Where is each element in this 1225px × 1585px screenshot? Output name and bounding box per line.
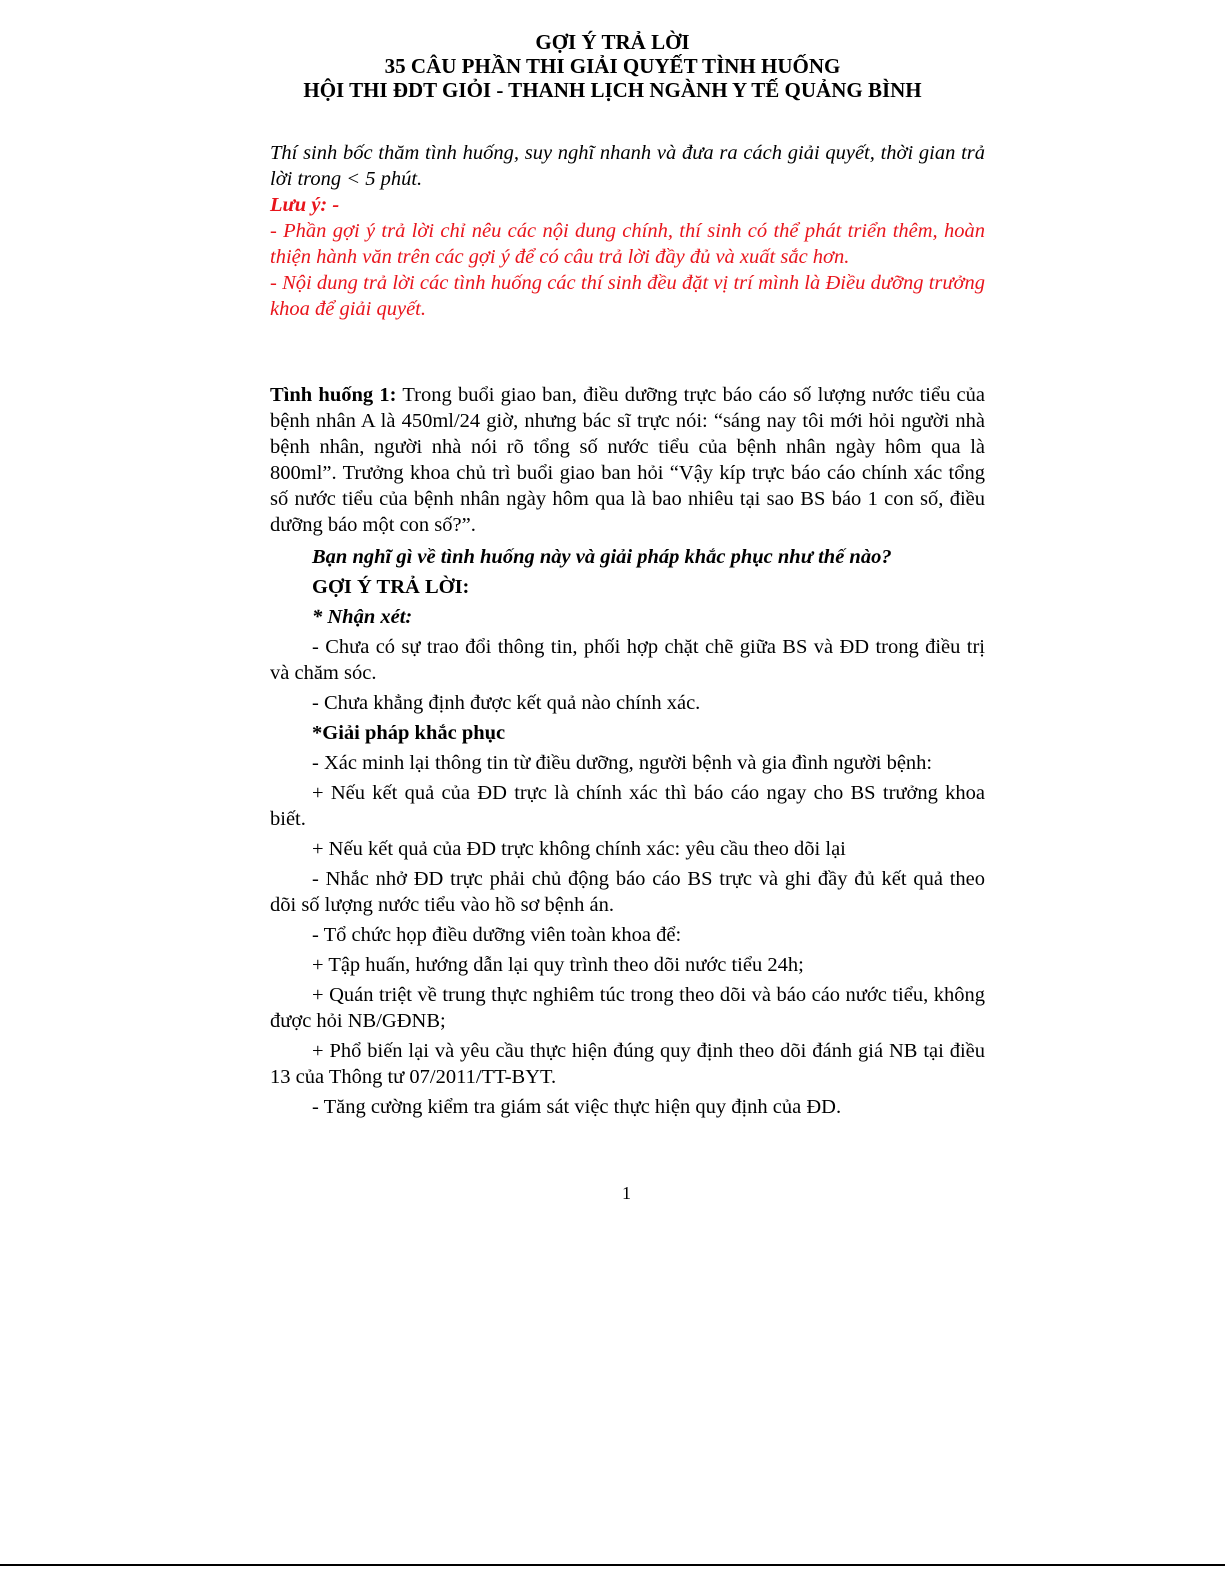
comment-item: - Chưa có sự trao đổi thông tin, phối hợp chặt chẽ giữa BS và ĐD trong điều trị và chăm sóc. [270, 636, 985, 684]
header-event: HỘI THI ĐDT GIỎI - THANH LỊCH NGÀNH Y TẾ QUẢNG BÌNH [303, 78, 922, 102]
situation-paragraph [270, 382, 985, 538]
note-label: Lưu ý: - [270, 194, 340, 216]
page-number: 1 [622, 1183, 631, 1203]
solution-item: - Nhắc nhở ĐD trực phải chủ động báo cáo BS trực và ghi đầy đủ kết quả theo dõi số lượng nước tiểu vào hồ sơ bệnh án. [270, 868, 985, 916]
comment-item: - Chưa khẳng định được kết quả nào chính xác. [312, 692, 701, 714]
solution-item: + Nếu kết quả của ĐD trực không chính xác: yêu cầu theo dõi lại [312, 838, 846, 860]
comment-heading: * Nhận xét: [312, 606, 413, 628]
solution-item: - Xác minh lại thông tin từ điều dưỡng, người bệnh và gia đình người bệnh: [312, 752, 933, 774]
note-item-2: - Nội dung trả lời các tình huống các thí sinh đều đặt vị trí mình là Điều dưỡng trưởng khoa để giải quyết. [270, 272, 985, 320]
solution-item: + Tập huấn, hướng dẫn lại quy trình theo dõi nước tiểu 24h; [312, 954, 804, 976]
document-header [0, 30, 1225, 102]
solution-item: + Phổ biến lại và yêu cầu thực hiện đúng quy định theo dõi đánh giá NB tại điều 13 của Thông tư 07/2011/TT-BYT. [270, 1040, 985, 1088]
situation-section [270, 382, 985, 1120]
solution-item: + Nếu kết quả của ĐD trực là chính xác thì báo cáo ngay cho BS trưởng khoa biết. [270, 782, 985, 830]
solution-item: - Tổ chức họp điều dưỡng viên toàn khoa để: [312, 924, 682, 946]
solution-item: - Tăng cường kiểm tra giám sát việc thực hiện quy định của ĐD. [312, 1096, 842, 1118]
situation-label: Tình huống 1: [270, 384, 397, 406]
bottom-divider [0, 1564, 1225, 1566]
answer-heading: GỢI Ý TRẢ LỜI: [312, 576, 470, 598]
header-subtitle: 35 CÂU PHẦN THI GIẢI QUYẾT TÌNH HUỐNG [384, 54, 841, 78]
situation-text: Trong buổi giao ban, điều dưỡng trực báo cáo số lượng nước tiểu của bệnh nhân A là 450ml/24 giờ, nhưng bác sĩ trực nói: “sáng nay tôi mới hỏi người nhà bệnh nhân, người nhà nói rõ tổng số nước tiểu của bệnh nhân ngày hôm qua là 800ml”. Trưởng khoa chủ trì buổi giao ban hỏi “Vậy kíp trực báo cáo chính xác tổng số nước tiểu của bệnh nhân ngày hôm qua là bao nhiêu tại sao BS báo 1 con số, điều dưỡng báo một con số?”. [270, 384, 986, 536]
instruction-text: Thí sinh bốc thăm tình huống, suy nghĩ nhanh và đưa ra cách giải quyết, thời gian trả lời trong < 5 phút. [270, 142, 985, 190]
solution-heading: *Giải pháp khắc phục [312, 722, 506, 744]
intro-section [270, 140, 985, 322]
header-title: GỢI Ý TRẢ LỜI [535, 30, 690, 54]
situation-question: Bạn nghĩ gì về tình huống này và giải pháp khắc phục như thế nào? [312, 546, 892, 568]
solution-item: + Quán triệt về trung thực nghiêm túc trong theo dõi và báo cáo nước tiểu, không được hỏi NB/GĐNB; [270, 984, 985, 1032]
note-item-1: - Phần gợi ý trả lời chỉ nêu các nội dung chính, thí sinh có thể phát triển thêm, hoàn thiện hành văn trên các gợi ý để có câu trả lời đầy đủ và xuất sắc hơn. [270, 220, 985, 268]
